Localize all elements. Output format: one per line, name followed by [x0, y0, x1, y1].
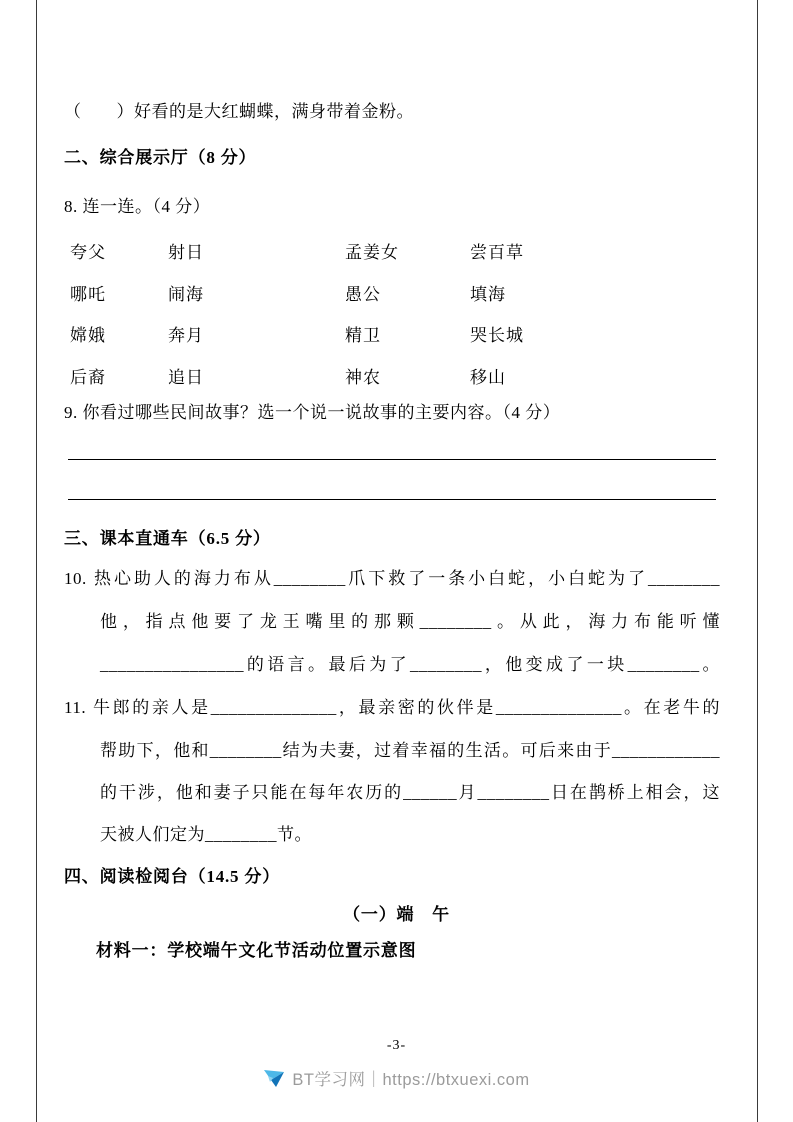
question-10-line-2: 他，指点他要了龙王嘴里的那颗________。从此，海力布能听懂	[100, 612, 720, 631]
match-item: 填海	[470, 284, 506, 304]
match-item: 追日	[168, 367, 204, 387]
match-item: 哪吒	[70, 284, 106, 304]
answer-writing-line-2	[68, 499, 716, 500]
reading-passage-title: （一）端 午	[343, 905, 450, 924]
match-item: 夸父	[70, 243, 106, 262]
question-8-label: 8. 连一连。（4 分）	[64, 197, 211, 216]
watermark	[0, 1066, 793, 1090]
question-11-line-4: 天被人们定为________节。	[100, 825, 312, 844]
material-caption: 材料一：学校端午文化节活动位置示意图	[96, 941, 417, 960]
page-number: -3-	[386, 1038, 407, 1053]
match-item: 闹海	[168, 284, 204, 304]
match-item: 奔月	[168, 326, 204, 345]
match-item: 射日	[168, 243, 204, 262]
section-4-heading: 四、阅读检阅台（14.5 分）	[64, 867, 280, 886]
question-10-line-3: ________________的语言。最后为了________，他变成了一块________。	[100, 655, 720, 674]
match-item: 愚公	[345, 284, 381, 304]
page-border-left	[36, 0, 37, 1122]
question-10-line-1: 10. 热心助人的海力布从________爪下救了一条小白蛇，小白蛇为了________	[64, 569, 720, 588]
matching-exercise-grid	[70, 238, 590, 404]
match-item: 嫦娥	[70, 326, 106, 345]
match-item: 精卫	[345, 326, 381, 345]
answer-writing-line-1	[68, 459, 716, 460]
btxuexi-logo-icon	[263, 1068, 285, 1088]
section-3-heading: 三、课本直通车（6.5 分）	[64, 529, 271, 548]
fill-in-blank-sentence: （ ）好看的是大红蝴蝶，满身带着金粉。	[64, 102, 414, 121]
question-9-label: 9. 你看过哪些民间故事？选一个说一说故事的主要内容。（4 分）	[64, 403, 561, 422]
question-11-line-1: 11. 牛郎的亲人是______________，最亲密的伙伴是______________。在老牛的	[64, 698, 720, 717]
page-border-right	[757, 0, 758, 1122]
match-item: 移山	[470, 367, 506, 387]
match-item: 后裔	[70, 367, 106, 387]
section-2-heading: 二、综合展示厅（8 分）	[64, 148, 257, 167]
watermark-text: BT学习网｜https://btxuexi.com	[292, 1071, 530, 1089]
match-item: 尝百草	[470, 243, 524, 262]
question-11-line-3: 的干涉，他和妻子只能在每年农历的______月________日在鹊桥上相会，这	[100, 783, 720, 802]
match-item: 哭长城	[470, 326, 524, 345]
match-item: 神农	[345, 367, 381, 387]
question-11-line-2: 帮助下，他和________结为夫妻，过着幸福的生活。可后来由于____________	[100, 741, 720, 760]
match-item: 孟姜女	[345, 243, 399, 262]
